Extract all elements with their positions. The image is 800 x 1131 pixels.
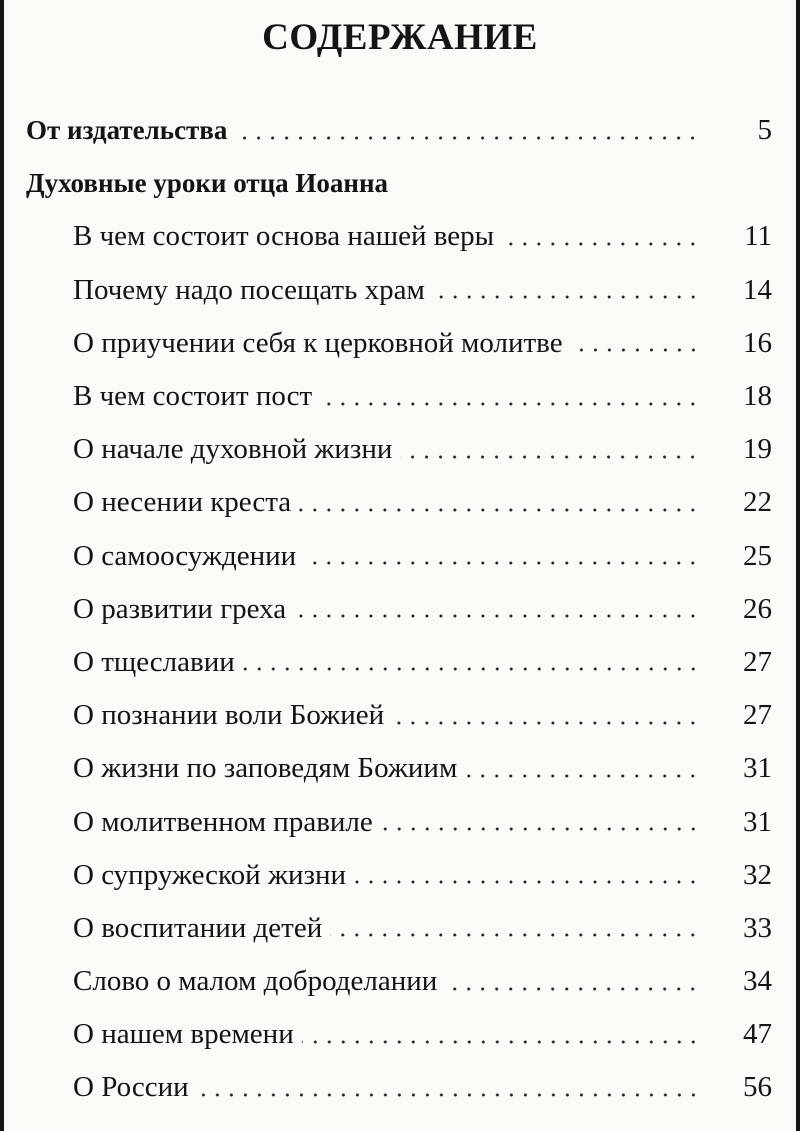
toc-entry[interactable] (0, 902, 800, 955)
dot-leader (299, 507, 700, 513)
toc-entry-page-number: 34 (743, 965, 772, 998)
dot-leader (243, 666, 700, 672)
table-of-contents (0, 104, 800, 1115)
toc-entry-page-number: 32 (743, 858, 772, 891)
toc-entry-label: О начале духовной жизни (73, 433, 393, 466)
toc-entry-label: О самоосуждении (73, 539, 297, 572)
toc-entry[interactable] (0, 955, 800, 1008)
toc-entry-label: О молитвенном правиле (73, 805, 373, 838)
toc-entry[interactable] (0, 636, 800, 689)
toc-entry-label: О воспитании детей (73, 911, 323, 944)
toc-entry-label: В чем состоит пост (73, 380, 313, 413)
toc-entry[interactable] (0, 1061, 800, 1114)
toc-entry-page-number: 25 (743, 539, 772, 572)
toc-entry-label: В чем состоит основа нашей веры (73, 220, 495, 253)
toc-entry-label: О приучении себя к церковной молитве (73, 326, 563, 359)
toc-entry-label: О несении креста (73, 486, 292, 519)
dot-leader (400, 454, 700, 460)
toc-entry-label: О познании воли Божией (73, 699, 385, 732)
toc-entry-label: О супружеской жизни (73, 858, 346, 891)
toc-entry[interactable] (0, 423, 800, 476)
toc-entry[interactable] (0, 210, 800, 263)
toc-entry[interactable] (0, 849, 800, 902)
toc-entry-label: От издательства (26, 115, 228, 146)
toc-entry-page-number: 31 (743, 752, 772, 785)
toc-entry-page-number: 47 (743, 1018, 772, 1051)
toc-entry-label: О тщеславии (73, 645, 235, 678)
toc-section-heading (0, 157, 800, 210)
toc-entry-page-number: 27 (743, 699, 772, 732)
toc-entry[interactable] (0, 370, 800, 423)
toc-entry-label: Духовные уроки отца Иоанна (26, 168, 389, 199)
dot-leader (197, 1092, 700, 1098)
dot-leader (465, 773, 700, 779)
toc-entry-page-number: 16 (743, 326, 772, 359)
dot-leader (294, 613, 700, 619)
toc-entry-label: О нашем времени (73, 1018, 294, 1051)
toc-entry-label: Почему надо посещать храм (73, 273, 425, 306)
toc-entry-label: Слово о малом доброделании (73, 965, 438, 998)
toc-entry-page-number: 14 (743, 273, 772, 306)
toc-entry[interactable] (0, 583, 800, 636)
toc-entry[interactable] (0, 689, 800, 742)
dot-leader (392, 720, 700, 726)
toc-entry[interactable] (0, 476, 800, 529)
toc-entry-page-number: 22 (743, 486, 772, 519)
toc-entry-page-number: 18 (743, 380, 772, 413)
toc-entry[interactable] (0, 264, 800, 317)
dot-leader (502, 241, 700, 247)
toc-entry[interactable] (0, 742, 800, 795)
toc-entry-label: О России (73, 1071, 189, 1104)
toc-entry-page-number: 19 (743, 433, 772, 466)
dot-leader (304, 560, 700, 566)
toc-entry-page-number: 26 (743, 592, 772, 625)
toc-entry[interactable] (0, 317, 800, 370)
page-title: СОДЕРЖАНИЕ (262, 17, 538, 58)
toc-entry-page-number: 27 (743, 645, 772, 678)
dot-leader (445, 986, 700, 992)
toc-entry-page-number: 5 (757, 114, 772, 147)
toc-entry[interactable] (0, 795, 800, 848)
toc-entry-page-number: 56 (743, 1071, 772, 1104)
dot-leader (354, 879, 700, 885)
dot-leader (433, 294, 700, 300)
dot-leader (320, 401, 700, 407)
toc-entry-label: О жизни по заповедям Божиим (73, 752, 458, 785)
toc-entry-page-number: 33 (743, 911, 772, 944)
toc-entry[interactable] (0, 530, 800, 583)
toc-entry-page-number: 31 (743, 805, 772, 838)
toc-entry-page-number: 11 (744, 220, 772, 253)
toc-entry[interactable] (0, 104, 800, 157)
dot-leader (571, 347, 700, 353)
dot-leader (381, 826, 700, 832)
toc-entry[interactable] (0, 1008, 800, 1061)
dot-leader (330, 932, 700, 938)
dot-leader (235, 135, 700, 141)
toc-entry-label: О развитии греха (73, 592, 287, 625)
dot-leader (302, 1039, 700, 1045)
